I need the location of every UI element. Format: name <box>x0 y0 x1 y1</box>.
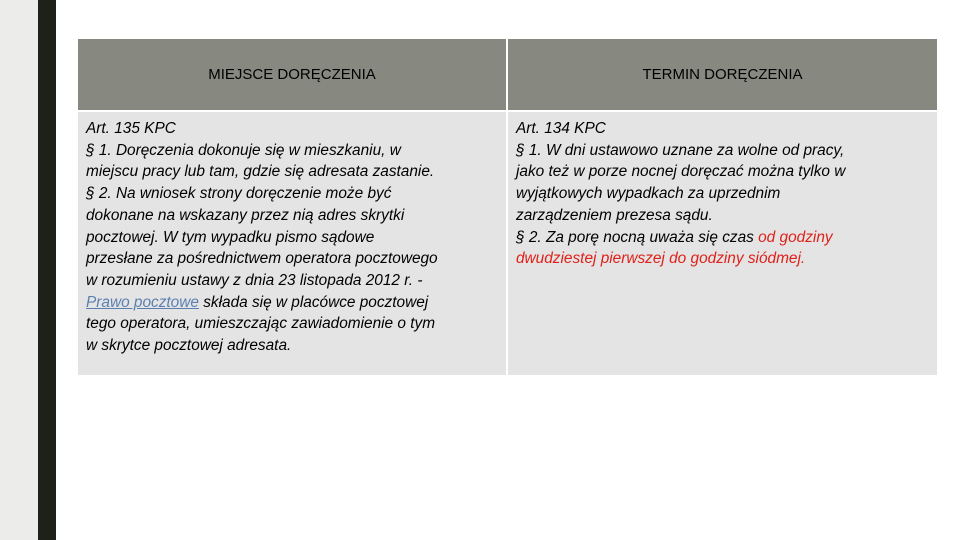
header-delivery-place: MIEJSCE DORĘCZENIA <box>77 38 507 111</box>
sidebar-accent-dark <box>38 0 56 540</box>
text-line: dokonane na wskazany przez nią adres skrytki <box>86 206 405 224</box>
text-line: wyjątkowych wypadkach za uprzednim <box>516 185 781 203</box>
delivery-comparison-table <box>76 37 939 377</box>
text-line: Art. 135 KPC <box>86 120 176 137</box>
night-time-prefix: § 2. Za porę nocną uważa się czas <box>516 228 759 246</box>
link-suffix-text: składa się w placówce pocztowej <box>198 293 429 311</box>
text-line: pocztowej. W tym wypadku pismo sądowe <box>86 228 375 246</box>
night-time-highlight: od godziny <box>758 228 833 246</box>
text-line-mixed <box>516 227 931 249</box>
sidebar-accent-light <box>0 0 38 540</box>
cell-delivery-place <box>77 111 507 376</box>
table-header-row <box>77 38 938 111</box>
text-line-with-link <box>86 292 500 314</box>
text-line: w rozumieniu ustawy z dnia 23 listopada 2012 r. - <box>86 271 423 289</box>
cell-delivery-time <box>507 111 938 376</box>
text-line: Art. 134 KPC <box>516 120 606 137</box>
text-line: jako też w porze nocnej doręczać można tylko w <box>516 163 846 181</box>
text-line: miejscu pracy lub tam, gdzie się adresata zastanie. <box>86 163 435 181</box>
text-line: § 2. Na wniosek strony doręczenie może być <box>86 185 392 203</box>
table-row <box>77 111 938 376</box>
text-line: tego operatora, umieszczając zawiadomienie o tym <box>86 315 436 333</box>
header-delivery-time: TERMIN DORĘCZENIA <box>507 38 938 111</box>
postal-law-link[interactable]: Prawo pocztowe <box>86 293 199 311</box>
text-line: w skrytce pocztowej adresata. <box>86 337 292 355</box>
text-line: przesłane za pośrednictwem operatora pocztowego <box>86 250 438 268</box>
text-line: § 1. W dni ustawowo uznane za wolne od pracy, <box>516 141 845 159</box>
night-time-highlight-continued: dwudziestej pierwszej do godziny siódmej. <box>516 250 806 268</box>
text-line: § 1. Doręczenia dokonuje się w mieszkaniu, w <box>86 141 401 159</box>
text-line: zarządzeniem prezesa sądu. <box>516 206 713 224</box>
